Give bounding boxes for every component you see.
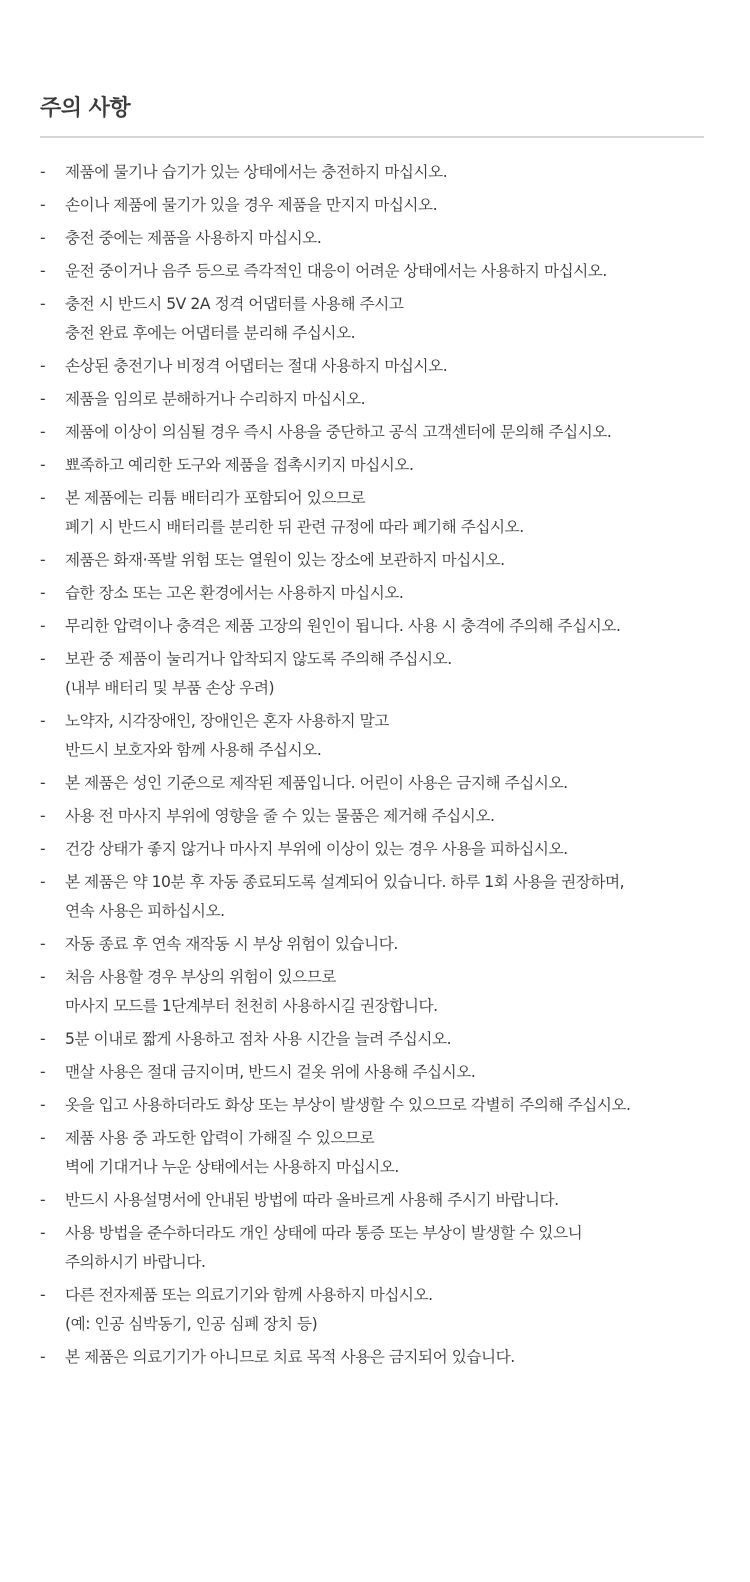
caution-item	[40, 1219, 704, 1277]
caution-item	[40, 224, 704, 253]
caution-text-line: 본 제품은 약 10분 후 자동 종료되도록 설계되어 있습니다. 하루 1회 사용을 권장하며,	[65, 873, 625, 891]
caution-text-line: 주의하시기 바랍니다.	[65, 1253, 206, 1271]
caution-text-line: 자동 종료 후 연속 재작동 시 부상 위험이 있습니다.	[65, 935, 398, 953]
caution-text-line: 반드시 보호자와 함께 사용해 주십시오.	[65, 741, 322, 759]
bullet-dash: -	[40, 163, 46, 181]
caution-text-line: 사용 전 마사지 부위에 영향을 줄 수 있는 물품은 제거해 주십시오.	[65, 807, 495, 825]
caution-text-line: 손상된 충전기나 비정격 어댑터는 절대 사용하지 마십시오.	[65, 357, 448, 375]
caution-text-line: 벽에 기대거나 누운 상태에서는 사용하지 마십시오.	[65, 1158, 399, 1176]
bullet-dash: -	[40, 1129, 46, 1147]
bullet-dash: -	[40, 423, 46, 441]
bullet-dash: -	[40, 1286, 46, 1304]
bullet-dash: -	[40, 1348, 46, 1366]
caution-text-line: 5분 이내로 짧게 사용하고 점차 사용 시간을 늘려 주십시오.	[65, 1030, 452, 1048]
bullet-dash: -	[40, 196, 46, 214]
caution-item	[40, 451, 704, 480]
bullet-dash: -	[40, 650, 46, 668]
caution-text-line: 폐기 시 반드시 배터리를 분리한 뒤 관련 규정에 따라 폐기해 주십시오.	[65, 518, 524, 536]
caution-item	[40, 546, 704, 575]
caution-text-line: 손이나 제품에 물기가 있을 경우 제품을 만지지 마십시오.	[65, 196, 438, 214]
caution-text-line: 무리한 압력이나 충격은 제품 고장의 원인이 됩니다. 사용 시 충격에 주의해 주십시오.	[65, 617, 621, 635]
caution-text-line: 보관 중 제품이 눌리거나 압착되지 않도록 주의해 주십시오.	[65, 650, 452, 668]
caution-item	[40, 484, 704, 542]
bullet-dash: -	[40, 551, 46, 569]
bullet-dash: -	[40, 617, 46, 635]
bullet-dash: -	[40, 262, 46, 280]
caution-text-line: 제품은 화재·폭발 위험 또는 열원이 있는 장소에 보관하지 마십시오.	[65, 551, 505, 569]
caution-text-line: 맨살 사용은 절대 금지이며, 반드시 겉옷 위에 사용해 주십시오.	[65, 1063, 476, 1081]
caution-item	[40, 158, 704, 187]
caution-text-line: 운전 중이거나 음주 등으로 즉각적인 대응이 어려운 상태에서는 사용하지 마십시오.	[65, 262, 607, 280]
bullet-dash: -	[40, 1191, 46, 1209]
caution-item	[40, 1281, 704, 1339]
bullet-dash: -	[40, 712, 46, 730]
caution-item	[40, 1025, 704, 1054]
caution-text-line: 충전 완료 후에는 어댑터를 분리해 주십시오.	[65, 324, 356, 342]
caution-item	[40, 868, 704, 926]
caution-item	[40, 802, 704, 831]
caution-item	[40, 963, 704, 1021]
caution-text-line: (내부 배터리 및 부품 손상 우려)	[65, 679, 275, 697]
caution-text-line: 다른 전자제품 또는 의료기기와 함께 사용하지 마십시오.	[65, 1286, 433, 1304]
caution-text-line: 제품을 임의로 분해하거나 수리하지 마십시오.	[65, 390, 366, 408]
caution-text-line: 반드시 사용설명서에 안내된 방법에 따라 올바르게 사용해 주시기 바랍니다.	[65, 1191, 559, 1209]
caution-item	[40, 191, 704, 220]
bullet-dash: -	[40, 1030, 46, 1048]
caution-text-line: 사용 방법을 준수하더라도 개인 상태에 따라 통증 또는 부상이 발생할 수 있으니	[65, 1224, 583, 1242]
caution-text-line: 마사지 모드를 1단계부터 천천히 사용하시길 권장합니다.	[65, 997, 438, 1015]
bullet-dash: -	[40, 357, 46, 375]
caution-text-line: 옷을 입고 사용하더라도 화상 또는 부상이 발생할 수 있으므로 각별히 주의해 주십시오.	[65, 1096, 631, 1114]
caution-item	[40, 1186, 704, 1215]
caution-item	[40, 930, 704, 959]
bullet-dash: -	[40, 295, 46, 313]
caution-item	[40, 1343, 704, 1372]
caution-item	[40, 1058, 704, 1087]
caution-text-line: 제품에 이상이 의심될 경우 즉시 사용을 중단하고 공식 고객센터에 문의해 주십시오.	[65, 423, 612, 441]
bullet-dash: -	[40, 807, 46, 825]
caution-text-line: 충전 시 반드시 5V 2A 정격 어댑터를 사용해 주시고	[65, 295, 404, 313]
caution-text-line: 뾰족하고 예리한 도구와 제품을 접촉시키지 마십시오.	[65, 456, 414, 474]
title-divider	[40, 136, 704, 138]
bullet-dash: -	[40, 840, 46, 858]
bullet-dash: -	[40, 935, 46, 953]
bullet-dash: -	[40, 1063, 46, 1081]
caution-item	[40, 1124, 704, 1182]
caution-text-line: 본 제품은 성인 기준으로 제작된 제품입니다. 어린이 사용은 금지해 주십시오.	[65, 774, 568, 792]
bullet-dash: -	[40, 584, 46, 602]
caution-item	[40, 645, 704, 703]
caution-item	[40, 352, 704, 381]
bullet-dash: -	[40, 774, 46, 792]
caution-item	[40, 418, 704, 447]
bullet-dash: -	[40, 1096, 46, 1114]
caution-text-line: 제품에 물기나 습기가 있는 상태에서는 충전하지 마십시오.	[65, 163, 448, 181]
bullet-dash: -	[40, 390, 46, 408]
bullet-dash: -	[40, 456, 46, 474]
caution-item	[40, 835, 704, 864]
caution-item	[40, 385, 704, 414]
caution-list	[40, 158, 704, 1372]
bullet-dash: -	[40, 968, 46, 986]
caution-text-line: 본 제품에는 리튬 배터리가 포함되어 있으므로	[65, 489, 366, 507]
bullet-dash: -	[40, 873, 46, 891]
caution-text-line: 처음 사용할 경우 부상의 위험이 있으므로	[65, 968, 336, 986]
caution-item	[40, 1091, 704, 1120]
caution-item	[40, 707, 704, 765]
section-title: 주의 사항	[40, 96, 131, 121]
caution-text-line: 제품 사용 중 과도한 압력이 가해질 수 있으므로	[65, 1129, 375, 1147]
caution-text-line: 노약자, 시각장애인, 장애인은 혼자 사용하지 말고	[65, 712, 389, 730]
caution-text-line: 습한 장소 또는 고온 환경에서는 사용하지 마십시오.	[65, 584, 404, 602]
caution-item	[40, 579, 704, 608]
caution-item	[40, 612, 704, 641]
bullet-dash: -	[40, 229, 46, 247]
caution-item	[40, 257, 704, 286]
caution-text-line: (예: 인공 심박동기, 인공 심폐 장치 등)	[65, 1315, 318, 1333]
caution-text-line: 충전 중에는 제품을 사용하지 마십시오.	[65, 229, 322, 247]
caution-item	[40, 769, 704, 798]
caution-text-line: 본 제품은 의료기기가 아니므로 치료 목적 사용은 금지되어 있습니다.	[65, 1348, 515, 1366]
bullet-dash: -	[40, 489, 46, 507]
bullet-dash: -	[40, 1224, 46, 1242]
caution-text-line: 건강 상태가 좋지 않거나 마사지 부위에 이상이 있는 경우 사용을 피하십시오.	[65, 840, 568, 858]
caution-text-line: 연속 사용은 피하십시오.	[65, 902, 225, 920]
caution-item	[40, 290, 704, 348]
